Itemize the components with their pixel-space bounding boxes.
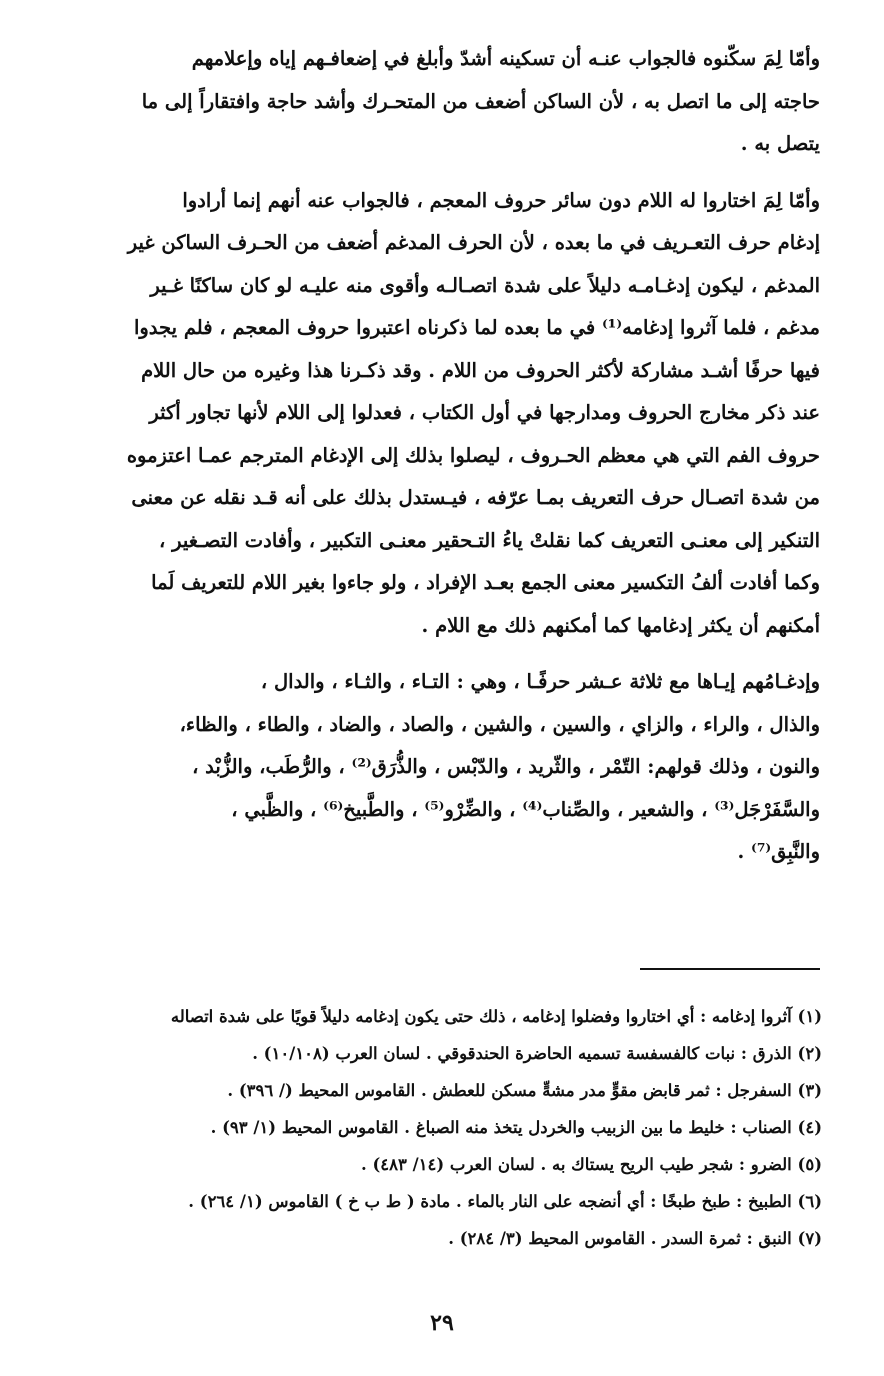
footnote: (٣) السفرجل : ثمر قابض مقوٍّ مدر مشهٍّ مسكن للعطش . القاموس المحيط (/ ٣٩٦) .	[227, 1081, 822, 1100]
main-text	[72, 38, 820, 888]
text-line: إدغام حرف التعـريف في ما بعده ، لأن الحرف المدغم أضعف من الحـرف الساكن غير	[127, 231, 820, 254]
text-line: حاجته إلى ما اتصل به ، لأن الساكن أضعف من المتحـرك وأشد حاجة وافتقاراً إلى ما	[141, 89, 820, 113]
text-line: وإدغـامُهم إيـاها مع ثلاثة عـشر حرفًـا ، وهي : التـاء ، والثـاء ، والدال ،	[260, 670, 820, 693]
text-line: والذال ، والراء ، والزاي ، والسين ، والشين ، والصاد ، والضاد ، والطاء ، والظاء،	[179, 712, 820, 736]
text-line: من شدة اتصـال حرف التعريف بمـا عرّفه ، فيـستدل بذلك على أنه قـد نقله عن معنى	[131, 486, 820, 509]
text-line: وكما أفادت ألفُ التكسير معنى الجمع بعـد الإفراد ، ولو جاءوا بغير اللام للتعريف لَما	[151, 571, 820, 594]
page-number: ٢٩	[430, 1310, 454, 1336]
paragraph-2	[72, 180, 820, 648]
text-line: والنَّبِق⁽⁷⁾ .	[737, 840, 820, 863]
text-line: مدغم ، فلما آثروا إدغامه⁽¹⁾ في ما بعده لما ذكرناه اعتبروا حروف المعجم ، فلم يجدوا	[133, 316, 820, 339]
text-line: وأمّا لِمَ اختاروا له اللام دون سائر حروف المعجم ، فالجواب عنه أنهم إنما أرادوا	[182, 188, 820, 212]
text-line: التنكير إلى معنـى التعريف كما نقلتْ ياءُ التـحقير معنـى التكبير ، وأفادت التصـغير ،	[158, 528, 820, 552]
text-line: فيها حرفًا أشـد مشاركة لأكثر الحروف من اللام . وقد ذكـرنا هذا وغيره من حال اللام	[141, 358, 820, 382]
footnote-divider	[640, 968, 820, 970]
text-line: أمكنهم أن يكثر إدغامها كما أمكنهم ذلك مع اللام .	[421, 613, 820, 637]
paragraph-1	[72, 38, 820, 166]
text-line: حروف الفم التي هي معظم الحـروف ، ليصلوا بذلك إلى الإدغام المترجم عمـا اعتزموه	[126, 443, 820, 467]
footnote: (٢) الذرق : نبات كالفسفسة تسميه الحاضرة الحندقوقي . لسان العرب (١٠/١٠٨) .	[252, 1044, 822, 1063]
footnote: (٥) الضرو : شجر طيب الريح يستاك به . لسان العرب (١٤/ ٤٨٣) .	[360, 1155, 822, 1174]
text-line: والنون ، وذلك قولهم: التّمْر ، والثّريد ، والدّبْس ، والذُّرَق⁽²⁾ ، والرُّطَب، والزُّبْد ،	[192, 755, 820, 778]
text-line: وأمّا لِمَ سكّنوه فالجواب عنـه أن تسكينه أشدّ وأبلغ في إضعافـهم إياه وإعلامهم	[191, 47, 820, 70]
text-line: والسَّفَرْجَل⁽³⁾ ، والشعير ، والصِّناب⁽⁴⁾ ، والضِّرْو⁽⁵⁾ ، والطَّبيخ⁽⁶⁾ ، والظَّبي ،	[231, 797, 820, 821]
text-line: يتصل به .	[740, 132, 820, 155]
paragraph-3	[72, 661, 820, 874]
footnotes	[72, 998, 822, 1257]
footnote: (٧) النبق : ثمرة السدر . القاموس المحيط (٣/ ٢٨٤) .	[448, 1229, 822, 1248]
footnote: (١) آثروا إدغامه : أي اختاروا وفضلوا إدغامه ، ذلك حتى يكون إدغامه دليلاً قويًا على شدة اتصاله	[170, 1007, 822, 1026]
text-line: عند ذكر مخارج الحروف ومدارجها في أول الكتاب ، فعدلوا إلى اللام لأنها تجاور أكثر	[149, 401, 820, 424]
footnote: (٤) الصناب : خليط ما بين الزبيب والخردل يتخذ منه الصباغ . القاموس المحيط (١/ ٩٣) .	[210, 1118, 822, 1137]
footnote: (٦) الطبيخ : طبخ طبخًا : أي أنضجه على النار بالماء . مادة ( ط ب خ ) القاموس (١/ ٢٦٤) .	[188, 1192, 822, 1211]
text-line: المدغم ، ليكون إدغـامـه دليلاً على شدة اتصـالـه وأقوى منه عليـه لو كان ساكنًا غـير	[150, 273, 820, 297]
